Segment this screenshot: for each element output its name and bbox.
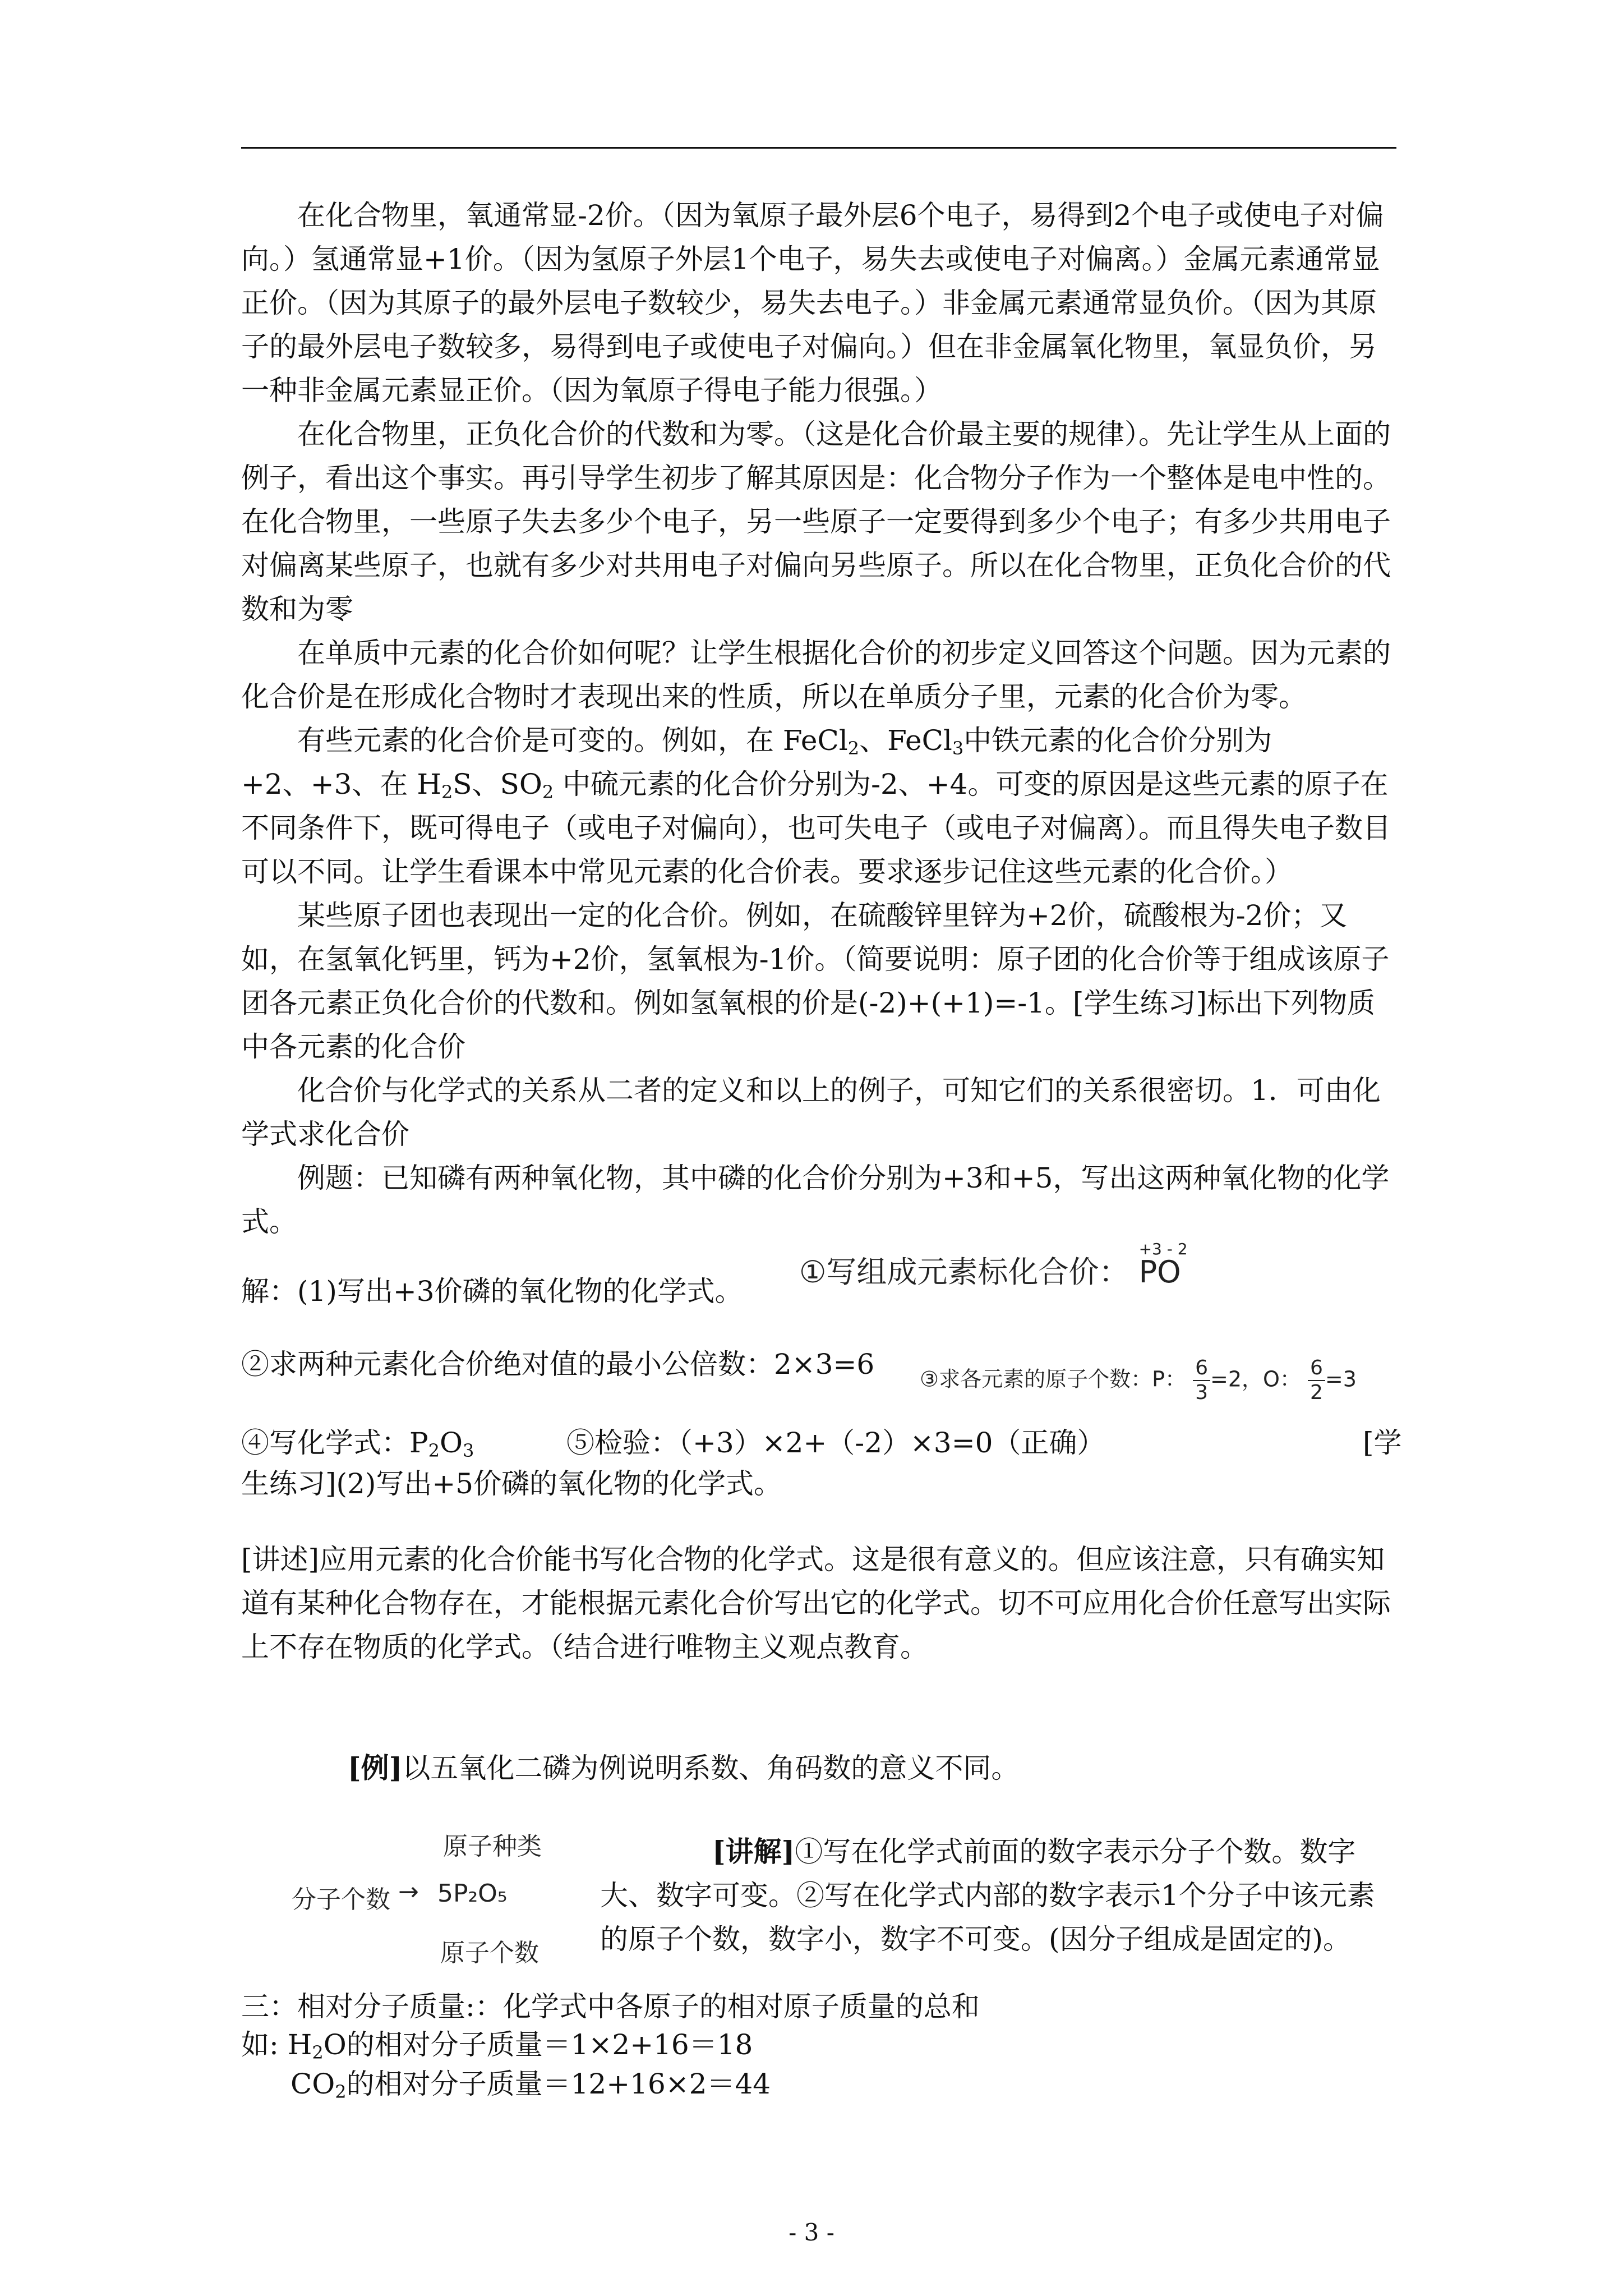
paragraph-explanation: [讲解]①写在化学式前面的数字表示分子个数。数字大、数字可变。②写在化学式内部的数字表示1个分子中该元素的原子个数，数字小，数字不可变。(因分子组成是固定的)。 [600, 1835, 1375, 1955]
formula-so2: $SO_2$ [500, 768, 554, 803]
p2o5-diagram: 原子种类 分子个数 → 5P₂O₅ 原子个数 [292, 1832, 542, 1967]
paragraph-example-question: 例题：已知磷有两种氧化物，其中磷的化合价分别为+3和+5，写出这两种氧化物的化学式。 [241, 1162, 1390, 1238]
paragraph-elemental-valence: 在单质中元素的化合价如何呢？让学生根据化合价的初步定义回答这个问题。因为元素的化合价是在形成化合物时才表现出来的性质，所以在单质分子里，元素的化合价为零。 [241, 637, 1391, 713]
formula-fecl2: FeCl$_2$ [782, 724, 860, 759]
formula-h2s: $H_2S$ [417, 768, 472, 803]
header-rule [241, 147, 1396, 149]
paragraph-radical-valence: 某些原子团也表现出一定的化合价。例如，在硫酸锌里锌为+2价，硫酸根为-2价；又如，在氢氧化钙里，钙为+2价，氢氧根为-1价。（简要说明：原子团的化合价等于组成该原子团各元素正负化合价的代数和。例如氢氧根的价是(-2)+(+1)=-1。[学生练习]标出下列物质中各元素的化合价 [241, 899, 1390, 1063]
solution-step4: ④写化学式：$P_2O_3$ [241, 1427, 474, 1461]
valence-formula: +3 - 2 PO [1138, 1240, 1188, 1290]
paragraph-lecture: [讲述]应用元素的化合价能书写化合物的化学式。这是很有意义的。但应该注意，只有确实知道有某种化合物存在，才能根据元素化合价写出它的化学式。切不可应用化合价任意写出实际上不存在物质的化学式。（结合进行唯物主义观点教育。 [241, 1543, 1391, 1663]
paragraph-valence-rules: 在化合物里，氧通常显-2价。（因为氧原子最外层6个电子，易得到2个电子或使电子对偏向。）氢通常显+1价。（因为氢原子外层1个电子，易失去或使电子对偏离。）金属元素通常显正价。（因为其原子的最外层电子数较少，易失去电子。）非金属元素通常显负价。（因为其原子的最外层电子数较多，易得到电子或使电子对偏向。）但在非金属氧化物里，氧显负价，另一种非金属元素显正价。（因为氧原子得电子能力很强。） [241, 199, 1384, 407]
solution-step5: ⑤检验：（+3）×2+（-2）×3=0（正确） [566, 1427, 1105, 1459]
section3-example-co2: $CO_2$的相对分子质量＝12+16×2＝44 [291, 2068, 771, 2102]
step3-image: ③求各元素的原子个数：P： $\frac{6}{3}$ =2，O： $\frac{6}{2}$ =3 [920, 1356, 1357, 1404]
solution-step2: ②求两种元素化合价绝对值的最小公倍数：2×3=6 [241, 1348, 875, 1381]
solution-step6: 生练习](2)写出+5价磷的氧化物的化学式。 [241, 1467, 782, 1500]
solution-step5-tail: [学 [1363, 1427, 1402, 1459]
paragraph-variable-valence: 有些元素的化合价是可变的。例如，在 FeCl$_2$、FeCl$_3$中铁元素的化合价分别为+2、+3、在 $H_2S$、$SO_2$ 中硫元素的化合价分别为-2、+4。可变的原因是这些元素的原子在不同条件下，既可得电子（或电子对偏向），也可失电子（或电子对偏离）。而且得失电子数目可以不同。让学生看课本中常见元素的化合价表。要求逐步记住这些元素的化合价。） [241, 724, 1391, 888]
step1-image: ①写组成元素标化合价： +3 - 2 PO [799, 1240, 1188, 1290]
page-number: - 3 - [789, 2219, 834, 2246]
section3-heading: 三：相对分子质量:：化学式中各原子的相对原子质量的总和 [241, 1990, 980, 2023]
section3-example-h2o: 如: $H_2O$的相对分子质量＝1×2+16＝18 [241, 2028, 753, 2063]
paragraph-algebraic-sum: 在化合物里，正负化合价的代数和为零。（这是化合价最主要的规律）。先让学生从上面的例子，看出这个事实。再引导学生初步了解其原因是：化合物分子作为一个整体是电中性的。在化合物里，一些原子失去多少个电子，另一些原子一定要得到多少个电子；有多少共用电子对偏离某些原子，也就有多少对共用电子对偏向另些原子。所以在化合物里，正负化合价的代数和为零 [241, 418, 1391, 625]
formula-fecl3: FeCl$_3$ [887, 724, 964, 759]
solution-step1: 解：(1)写出+3价磷的氧化物的化学式。 [241, 1275, 743, 1308]
fraction-p: $\frac{6}{3}$ [1193, 1356, 1210, 1405]
paragraph-valence-formula-relation: 化合价与化学式的关系从二者的定义和以上的例子，可知它们的关系很密切。1．可由化学式求化合价 [241, 1074, 1381, 1151]
fraction-o: $\frac{6}{2}$ [1308, 1356, 1325, 1405]
example-statement: [例]以五氧化二磷为例说明系数、角码数的意义不同。 [348, 1751, 1020, 1784]
